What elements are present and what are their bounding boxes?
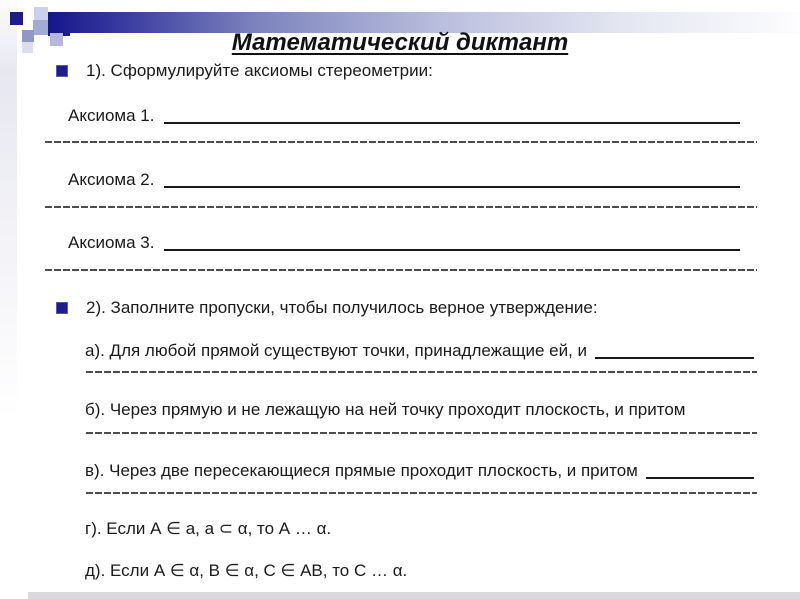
axiom-2-row xyxy=(68,169,740,190)
item-d-row xyxy=(85,560,754,581)
ruled-answer-line xyxy=(86,492,757,494)
axiom-3-label: Аксиома 3. xyxy=(68,233,155,252)
axiom-1-row xyxy=(68,105,740,126)
decor-square xyxy=(34,7,48,20)
ruled-answer-line xyxy=(45,141,757,143)
axiom-3-row xyxy=(68,232,740,253)
bottom-edge-band xyxy=(28,592,800,599)
ruled-answer-line xyxy=(45,269,757,271)
axiom-3-answer-line xyxy=(164,232,740,251)
page-title: Математический диктант xyxy=(231,29,569,56)
item-a-answer-blank xyxy=(595,340,754,359)
item-a-label: а). Для любой прямой существуют точки, принадлежащие ей, и xyxy=(85,341,588,360)
section2-header xyxy=(56,297,770,318)
item-v-answer-blank xyxy=(646,460,754,479)
item-b-row xyxy=(85,399,754,420)
section2-bullet-label: 2). Заполните пропуски, чтобы получилось верное утверждение: xyxy=(86,298,598,317)
item-g-label: г). Если А ∈ а, а ⊂ α, то А … α. xyxy=(85,519,332,538)
square-bullet-icon xyxy=(56,65,68,77)
left-gradient-strip xyxy=(0,0,17,599)
axiom-1-answer-line xyxy=(164,105,740,124)
ruled-answer-line xyxy=(86,371,757,373)
section1-bullet-label: 1). Сформулируйте аксиомы стереометрии: xyxy=(86,61,433,80)
item-v-row xyxy=(85,460,754,481)
axiom-2-answer-line xyxy=(164,169,740,188)
item-d-label: д). Если А ∈ α, В ∈ α, С ∈ АВ, то С … α. xyxy=(85,561,408,580)
decor-square xyxy=(10,12,23,25)
square-bullet-icon xyxy=(56,302,68,314)
item-v-label: в). Через две пересекающиеся прямые проходит плоскость, и притом xyxy=(85,461,638,480)
ruled-answer-line xyxy=(45,206,757,208)
item-b-label: б). Через прямую и не лежащую на ней точку проходит плоскость, и притом xyxy=(85,400,686,419)
section1-header xyxy=(56,60,770,81)
axiom-2-label: Аксиома 2. xyxy=(68,170,155,189)
ruled-answer-line xyxy=(86,432,757,434)
axiom-1-label: Аксиома 1. xyxy=(68,106,155,125)
item-a-row xyxy=(85,340,754,361)
item-g-row xyxy=(85,518,754,539)
